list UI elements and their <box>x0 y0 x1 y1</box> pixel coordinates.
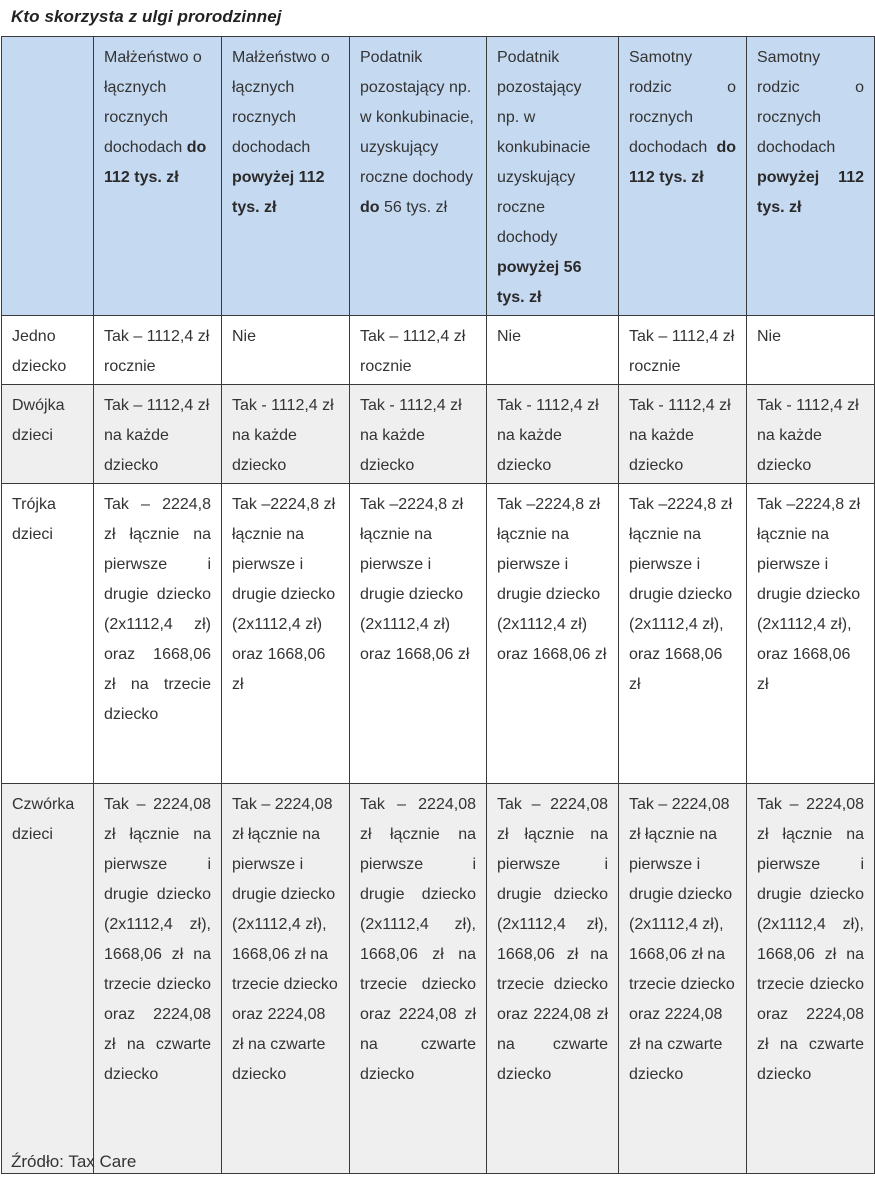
table-cell: Tak –2224,8 zł łącznie na pierwsze i drugie dziecko (2x1112,4 zł) oraz 1668,06 zł <box>222 484 350 784</box>
table-cell: Nie <box>747 316 875 385</box>
header-cell-single-parent-over-112k <box>747 37 875 316</box>
table-cell: Tak – 2224,08 zł łącznie na pierwsze i drugie dziecko (2x1112,4 zł), 1668,06 zł na trzecie dziecko oraz 2224,08 zł na czwarte dziecko <box>747 784 875 1174</box>
header-bold-text: do 112 tys. zł <box>629 139 736 186</box>
table-row <box>2 316 875 385</box>
table-cell: Tak –2224,8 zł łącznie na pierwsze i drugie dziecko (2x1112,4 zł) oraz 1668,06 zł <box>350 484 487 784</box>
table-row <box>2 484 875 784</box>
header-text: 56 tys. zł <box>379 199 448 216</box>
table-cell: Nie <box>487 316 619 385</box>
header-cell-marriage-up-to-112k <box>94 37 222 316</box>
table-cell: Tak – 2224,08 zł łącznie na pierwsze i drugie dziecko (2x1112,4 zł), 1668,06 zł na trzecie dziecko oraz 2224,08 zł na czwarte dziecko <box>350 784 487 1174</box>
table-cell: Tak –2224,8 zł łącznie na pierwsze i drugie dziecko (2x1112,4 zł) oraz 1668,06 zł <box>487 484 619 784</box>
table-cell: Tak – 1112,4 zł rocznie <box>619 316 747 385</box>
table-header-row <box>2 37 875 316</box>
header-bold-text: powyżej 112 tys. zł <box>232 169 325 216</box>
row-label: Jedno dziecko <box>2 316 94 385</box>
header-text: Podatnik pozostający np. w konkubinacie uzyskujący roczne dochody <box>497 49 591 246</box>
header-text: Małżeństwo o łącznych rocznych dochodach <box>104 49 202 156</box>
relief-table <box>1 36 875 1174</box>
table-row <box>2 784 875 1174</box>
table-cell: Tak – 1112,4 zł na każde dziecko <box>94 385 222 484</box>
table-cell: Tak – 2224,08 zł łącznie na pierwsze i drugie dziecko (2x1112,4 zł), 1668,06 zł na trzecie dziecko oraz 2224,08 zł na czwarte dziecko <box>619 784 747 1174</box>
table-cell: Nie <box>222 316 350 385</box>
header-bold-text: do 112 tys. zł <box>104 139 207 186</box>
table-cell: Tak – 2224,08 zł łącznie na pierwsze i drugie dziecko (2x1112,4 zł), 1668,06 zł na trzecie dziecko oraz 2224,08 zł na czwarte dziecko <box>487 784 619 1174</box>
header-bold-text: do <box>360 199 380 216</box>
table-cell: Tak - 1112,4 zł na każde dziecko <box>487 385 619 484</box>
document-title: Kto skorzysta z ulgi prorodzinnej <box>11 7 282 26</box>
row-label: Czwórka dzieci <box>2 784 94 1174</box>
table-row <box>2 385 875 484</box>
row-label: Trójka dzieci <box>2 484 94 784</box>
source-note: Źródło: Tax Care <box>11 1152 137 1171</box>
header-text: Małżeństwo o łącznych rocznych dochodach <box>232 49 330 156</box>
table-cell: Tak – 2224,08 zł łącznie na pierwsze i drugie dziecko (2x1112,4 zł), 1668,06 zł na trzecie dziecko oraz 2224,08 zł na czwarte dziecko <box>222 784 350 1174</box>
table-cell: Tak – 1112,4 zł rocznie <box>94 316 222 385</box>
table-cell: Tak – 2224,8 zł łącznie na pierwsze i drugie dziecko (2x1112,4 zł) oraz 1668,06 zł na trzecie dziecko <box>94 484 222 784</box>
header-cell-marriage-over-112k <box>222 37 350 316</box>
header-corner-cell <box>2 37 94 316</box>
header-cell-single-parent-up-to-112k <box>619 37 747 316</box>
header-text: Samotny rodzic o rocznych dochodach <box>757 49 864 156</box>
table-cell: Tak - 1112,4 zł na każde dziecko <box>350 385 487 484</box>
table-cell: Tak - 1112,4 zł na każde dziecko <box>222 385 350 484</box>
header-cell-taxpayer-over-56k <box>487 37 619 316</box>
table-cell: Tak – 1112,4 zł rocznie <box>350 316 487 385</box>
row-label: Dwójka dzieci <box>2 385 94 484</box>
table-cell: Tak - 1112,4 zł na każde dziecko <box>747 385 875 484</box>
header-bold-text: powyżej 56 tys. zł <box>497 259 582 306</box>
table-cell: Tak - 1112,4 zł na każde dziecko <box>619 385 747 484</box>
header-text: Podatnik pozostający np. w konkubinacie, uzyskujący roczne dochody <box>360 49 474 186</box>
header-cell-taxpayer-up-to-56k <box>350 37 487 316</box>
table-cell: Tak –2224,8 zł łącznie na pierwsze i drugie dziecko (2x1112,4 zł), oraz 1668,06 zł <box>619 484 747 784</box>
table-cell: Tak – 2224,08 zł łącznie na pierwsze i drugie dziecko (2x1112,4 zł), 1668,06 zł na trzecie dziecko oraz 2224,08 zł na czwarte dziecko <box>94 784 222 1174</box>
table-cell: Tak –2224,8 zł łącznie na pierwsze i drugie dziecko (2x1112,4 zł), oraz 1668,06 zł <box>747 484 875 784</box>
header-bold-text: powyżej 112 tys. zł <box>757 169 864 216</box>
header-text: Samotny rodzic o rocznych dochodach <box>629 49 736 156</box>
